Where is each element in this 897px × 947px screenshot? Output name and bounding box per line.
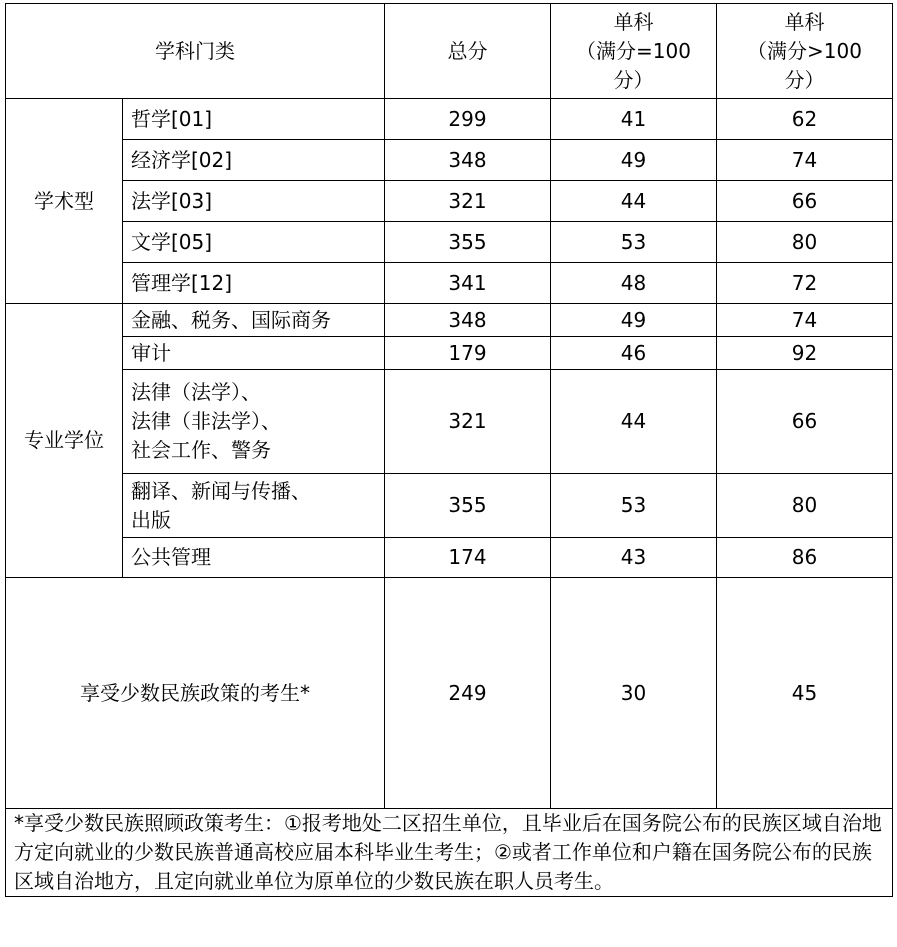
single-100-score: 30 [551, 578, 717, 809]
header-row [6, 4, 893, 99]
header-category: 学科门类 [6, 4, 385, 99]
single-100-score: 49 [551, 304, 717, 337]
table-row [6, 263, 893, 304]
single-100-score: 46 [551, 337, 717, 370]
single-100-score: 49 [551, 140, 717, 181]
header-total: 总分 [385, 4, 551, 99]
subject-name: 文学[05] [123, 222, 385, 263]
header-single-gt100: 单科 （满分>100 分） [717, 4, 893, 99]
table-row [6, 474, 893, 538]
total-score: 355 [385, 474, 551, 538]
single-gt100-score: 45 [717, 578, 893, 809]
single-100-score: 44 [551, 370, 717, 474]
total-score: 299 [385, 99, 551, 140]
table-row [6, 222, 893, 263]
table-row [6, 181, 893, 222]
single-100-score: 43 [551, 538, 717, 578]
single-gt100-score: 86 [717, 538, 893, 578]
total-score: 179 [385, 337, 551, 370]
footnote-row [6, 809, 893, 897]
header-single-100: 单科 （满分=100 分） [551, 4, 717, 99]
total-score: 321 [385, 181, 551, 222]
single-100-score: 41 [551, 99, 717, 140]
subject-name: 管理学[12] [123, 263, 385, 304]
table-row [6, 140, 893, 181]
single-gt100-score: 92 [717, 337, 893, 370]
subject-name: 法学[03] [123, 181, 385, 222]
group-academic: 学术型 [6, 99, 123, 304]
single-100-score: 48 [551, 263, 717, 304]
single-100-score: 53 [551, 474, 717, 538]
table-row [6, 370, 893, 474]
single-gt100-score: 80 [717, 222, 893, 263]
subject-name: 审计 [123, 337, 385, 370]
single-gt100-score: 72 [717, 263, 893, 304]
total-score: 249 [385, 578, 551, 809]
total-score: 321 [385, 370, 551, 474]
subject-name: 经济学[02] [123, 140, 385, 181]
single-gt100-score: 74 [717, 304, 893, 337]
single-100-score: 44 [551, 181, 717, 222]
score-table [5, 3, 893, 897]
table-row [6, 99, 893, 140]
single-gt100-score: 66 [717, 370, 893, 474]
table-row [6, 337, 893, 370]
total-score: 348 [385, 304, 551, 337]
table-row [6, 304, 893, 337]
single-gt100-score: 74 [717, 140, 893, 181]
total-score: 355 [385, 222, 551, 263]
subject-name: 哲学[01] [123, 99, 385, 140]
total-score: 348 [385, 140, 551, 181]
minority-label: 享受少数民族政策的考生* [6, 578, 385, 809]
total-score: 341 [385, 263, 551, 304]
subject-name: 公共管理 [123, 538, 385, 578]
minority-row [6, 578, 893, 809]
group-professional: 专业学位 [6, 304, 123, 578]
subject-name: 法律（法学）、 法律（非法学）、 社会工作、警务 [123, 370, 385, 474]
total-score: 174 [385, 538, 551, 578]
single-gt100-score: 80 [717, 474, 893, 538]
footnote: *享受少数民族照顾政策考生：①报考地处二区招生单位，且毕业后在国务院公布的民族区域自治地方定向就业的少数民族普通高校应届本科毕业生考生；②或者工作单位和户籍在国务院公布的民族区域自治地方，且定向就业单位为原单位的少数民族在职人员考生。 [6, 809, 893, 897]
subject-name: 金融、税务、国际商务 [123, 304, 385, 337]
single-gt100-score: 62 [717, 99, 893, 140]
single-100-score: 53 [551, 222, 717, 263]
subject-name: 翻译、新闻与传播、 出版 [123, 474, 385, 538]
single-gt100-score: 66 [717, 181, 893, 222]
table-row [6, 538, 893, 578]
